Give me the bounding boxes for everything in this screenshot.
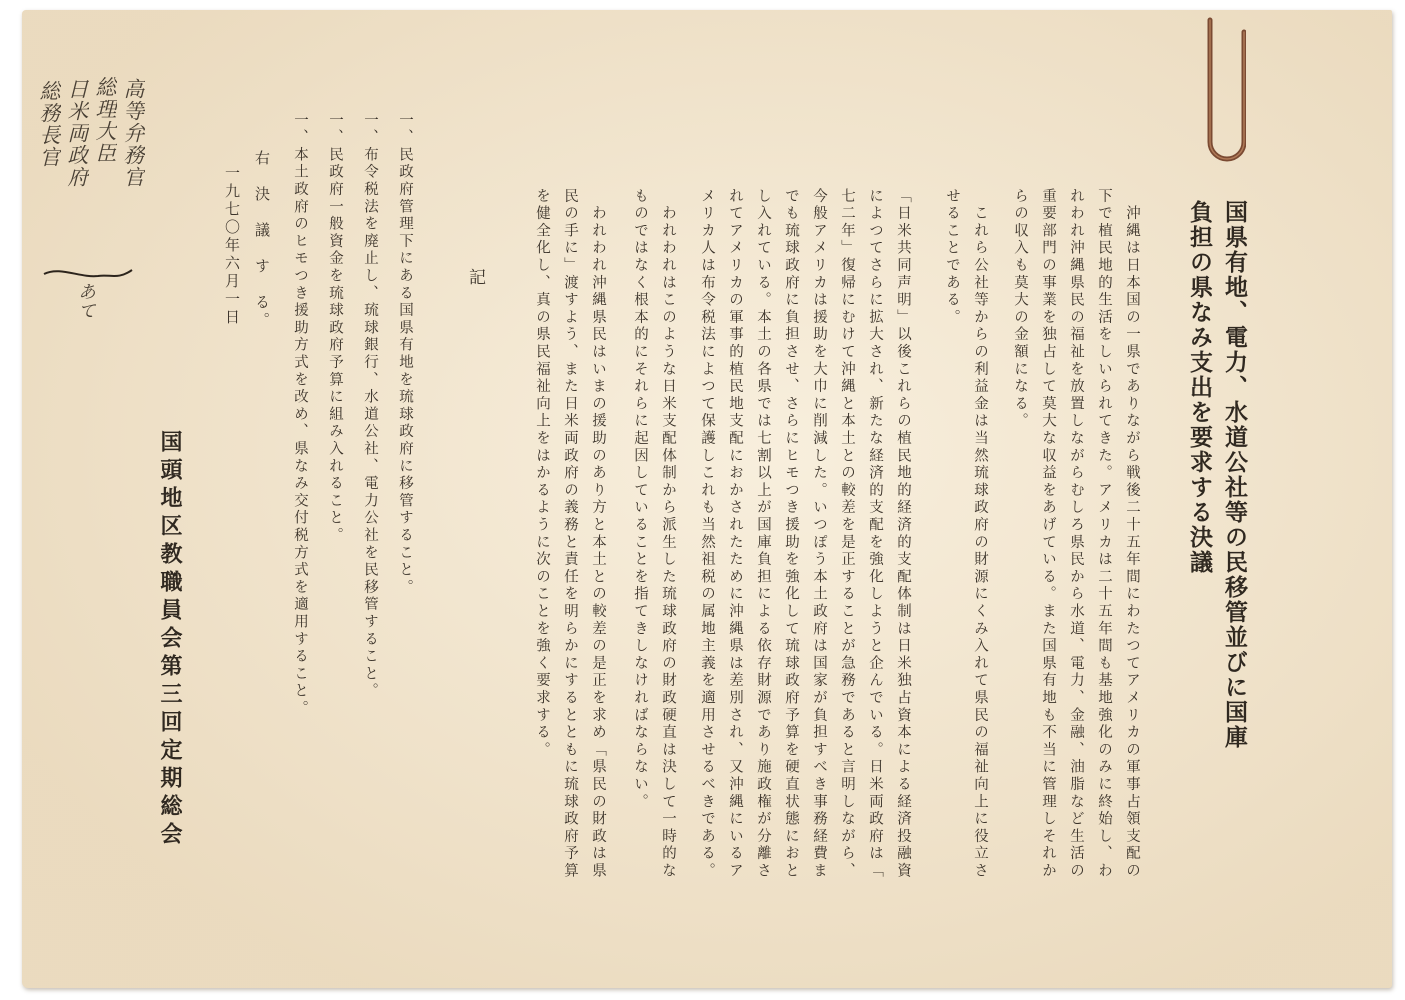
body-line: これら公社等からの利益金は当然琉球政府の財源にくみ入れて県民の福祉向上に役立さ <box>972 188 988 880</box>
body-line: れわれ沖縄県民の福祉を放置しながらむしろ県民から水道、電力、金融、油脂など生活の <box>1068 188 1084 880</box>
body-line: し入れている。本土の各県では七割以上が国庫負担による依存財源であり施政権が分離さ <box>755 188 771 880</box>
demand-item: 一、本土政府のヒモつき援助方式を改め、県なみ交付税方式を適用すること。 <box>292 112 308 718</box>
body-line: われわれ沖縄県民はいまの援助のあり方と本土との較差の是正を求め「県民の財政は県 <box>590 188 606 880</box>
body-line: せることである。 <box>944 188 960 327</box>
handwritten-addressee: 総務長官 <box>37 80 61 168</box>
organization-name: 国頭地区教職員会第三回定期総会 <box>157 430 183 850</box>
body-line: 今般アメリカは援助を大巾に削減した。いつぽう本土政府は国家が負担すべき事務経費ま <box>811 188 827 880</box>
ki-heading: 記 <box>465 268 485 287</box>
body-line: 重要部門の事業を独占して莫大な収益をあげている。また国県有地も不当に管理しそれか <box>1040 188 1056 880</box>
handwritten-addressee: 日米両政府 <box>65 78 89 188</box>
body-line: らの収入も莫大の金額になる。 <box>1012 188 1028 431</box>
body-line: 沖縄は日本国の一県でありながら戦後二十五年間にわたつてアメリカの軍事占領支配の <box>1124 188 1140 880</box>
body-line: でも琉球政府に負担させ、さらにヒモつき援助を強化して琉球政府予算を硬直状態におと <box>783 188 799 880</box>
handwritten-addressee: 高等弁務官 <box>121 78 145 188</box>
paper-clip-icon <box>1196 12 1246 172</box>
body-line: を健全化し、真の県民福祉向上をはかるように次のことを強く要求する。 <box>534 188 550 759</box>
body-line: によつてさらに拡大され、新たな経済的支配を強化しようと企んでいる。日米両政府は「 <box>867 188 883 880</box>
demand-item: 一、民政府一般資金を琉球政府予算に組み入れること。 <box>327 112 343 545</box>
body-line: れてアメリカの軍事的植民地支配におかされたために沖縄県は差別され、又沖縄にいるア <box>727 188 743 880</box>
body-line: われわれはこのような日米支配体制から派生した琉球政府の財政硬直は決して一時的な <box>660 188 676 880</box>
body-line: ものではなく根本的にそれらに起因していることを指てきしなければならない。 <box>632 188 648 811</box>
resolution-date: 一九七〇年六月一日 <box>223 165 241 327</box>
document-title-line-1: 国県有地、電力、水道公社等の民移管並びに国庫 <box>1221 200 1248 750</box>
handwritten-suffix: あて <box>75 282 96 320</box>
body-line: 「日米共同声明」以後これらの植民地的経済的支配体制は日米独占資本による経済投融資 <box>895 188 911 880</box>
demand-item: 一、民政府管理下にある国県有地を琉球政府に移管すること。 <box>397 112 413 597</box>
body-line: 下で植民地的生活をしいられてきた。アメリカは二十五年間も基地強化のみに終始し、わ <box>1096 188 1112 880</box>
document-title-line-2: 負担の県なみ支出を要求する決議 <box>1186 200 1213 575</box>
body-line: 七二年」復帰にむけて沖縄と本土との較差を是正することが急務であると言明しながら、 <box>839 188 855 880</box>
handwritten-addressee: 総理大臣 <box>93 76 117 164</box>
resolution-text: 右 決 議 す る。 <box>253 150 271 330</box>
body-line: メリカ人は布令税法によつて保護しこれも当然祖税の属地主義を適用させるべきである。 <box>699 188 715 880</box>
body-line: 民の手に」渡すよう、また日米両政府の義務と責任を明らかにするとともに琉球政府予算 <box>562 188 578 880</box>
demand-item: 一、布令税法を廃止し、琉球銀行、水道公社、電力公社を民移管すること。 <box>362 112 378 701</box>
